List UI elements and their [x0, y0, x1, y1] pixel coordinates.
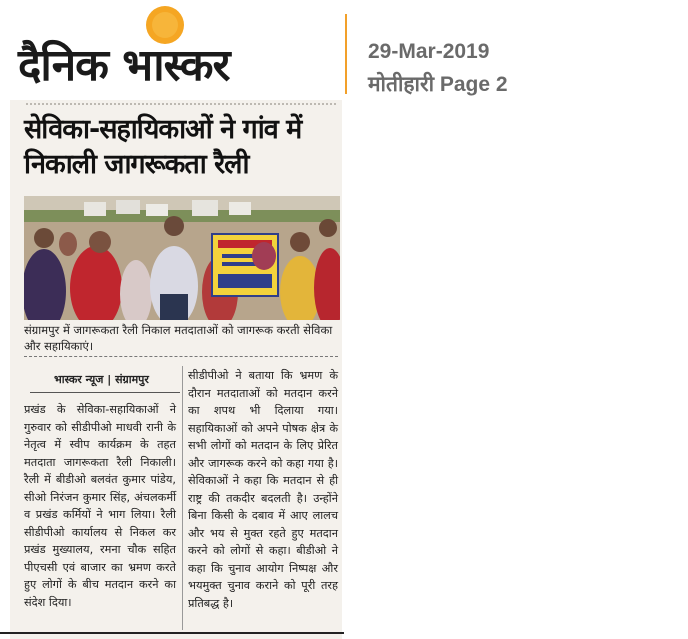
edition-page: मोतीहारी Page 2 [368, 73, 508, 96]
rally-photo [24, 196, 340, 320]
byline: भास्कर न्यूज | संग्रामपुर [54, 373, 149, 386]
column-divider [182, 366, 183, 630]
article-headline: सेविका-सहायिकाओं ने गांव में निकाली जागरूकता रैली [24, 114, 302, 180]
issue-date: 29-Mar-2019 [368, 40, 490, 63]
caption-divider [24, 356, 338, 357]
header-divider [345, 14, 347, 94]
article-column-1: प्रखंड के सेविका-सहायिकाओं ने गुरुवार को सीडीपीओ माधवी रानी के नेतृत्व में स्वीप कार्यक्रम के तहत मतदाता जागरूकता रैली निकाली। रैली में बीडीओ बलवंत कुमार पांडेय, सीओ निरंजन कुमार सिंह, अंचलकर्मी व प्रखंड कर्मियों ने भाग लिया। रैली सीडीपीओ कार्यालय से निकल कर प्रखंड मुख्यालय, रमना चौक सहित पीएचसी एवं बाजार का भ्रमण करते हुए लोगों के बीच मतदान करने का संदेश दिया। [24, 403, 176, 609]
byline-rule [30, 392, 180, 393]
clipping-bottom-rule [0, 632, 344, 634]
photo-caption: संग्रामपुर में जागरूकता रैली निकाल मतदाताओं को जागरूक करती सेविका और सहायिकाएं। [24, 323, 333, 353]
newspaper-brand-logo: दैनिक भास्कर [18, 40, 230, 91]
article-column-2: सीडीपीओ ने बताया कि भ्रमण के दौरान मतदाताओं को मतदान करने का शपथ भी दिलाया गया। सहायिकाओं को अपने पोषक क्षेत्र के सभी लोगों को मतदान के लिए प्रेरित और जागरूक करने को कहा गया है। सेविकाओं ने कहा कि मतदान से ही राष्ट्र की तकदीर बदलती है। उन्होंने बिना किसी के दबाव में आए लालच और भय से मुक्त रहते हुए मतदान करने को लोगों से कहा। बीडीओ ने कहा कि चुनाव आयोग निष्पक्ष और भयमुक्त चुनाव कराने को पूरी तरह प्रतिबद्ध है। [188, 369, 338, 610]
